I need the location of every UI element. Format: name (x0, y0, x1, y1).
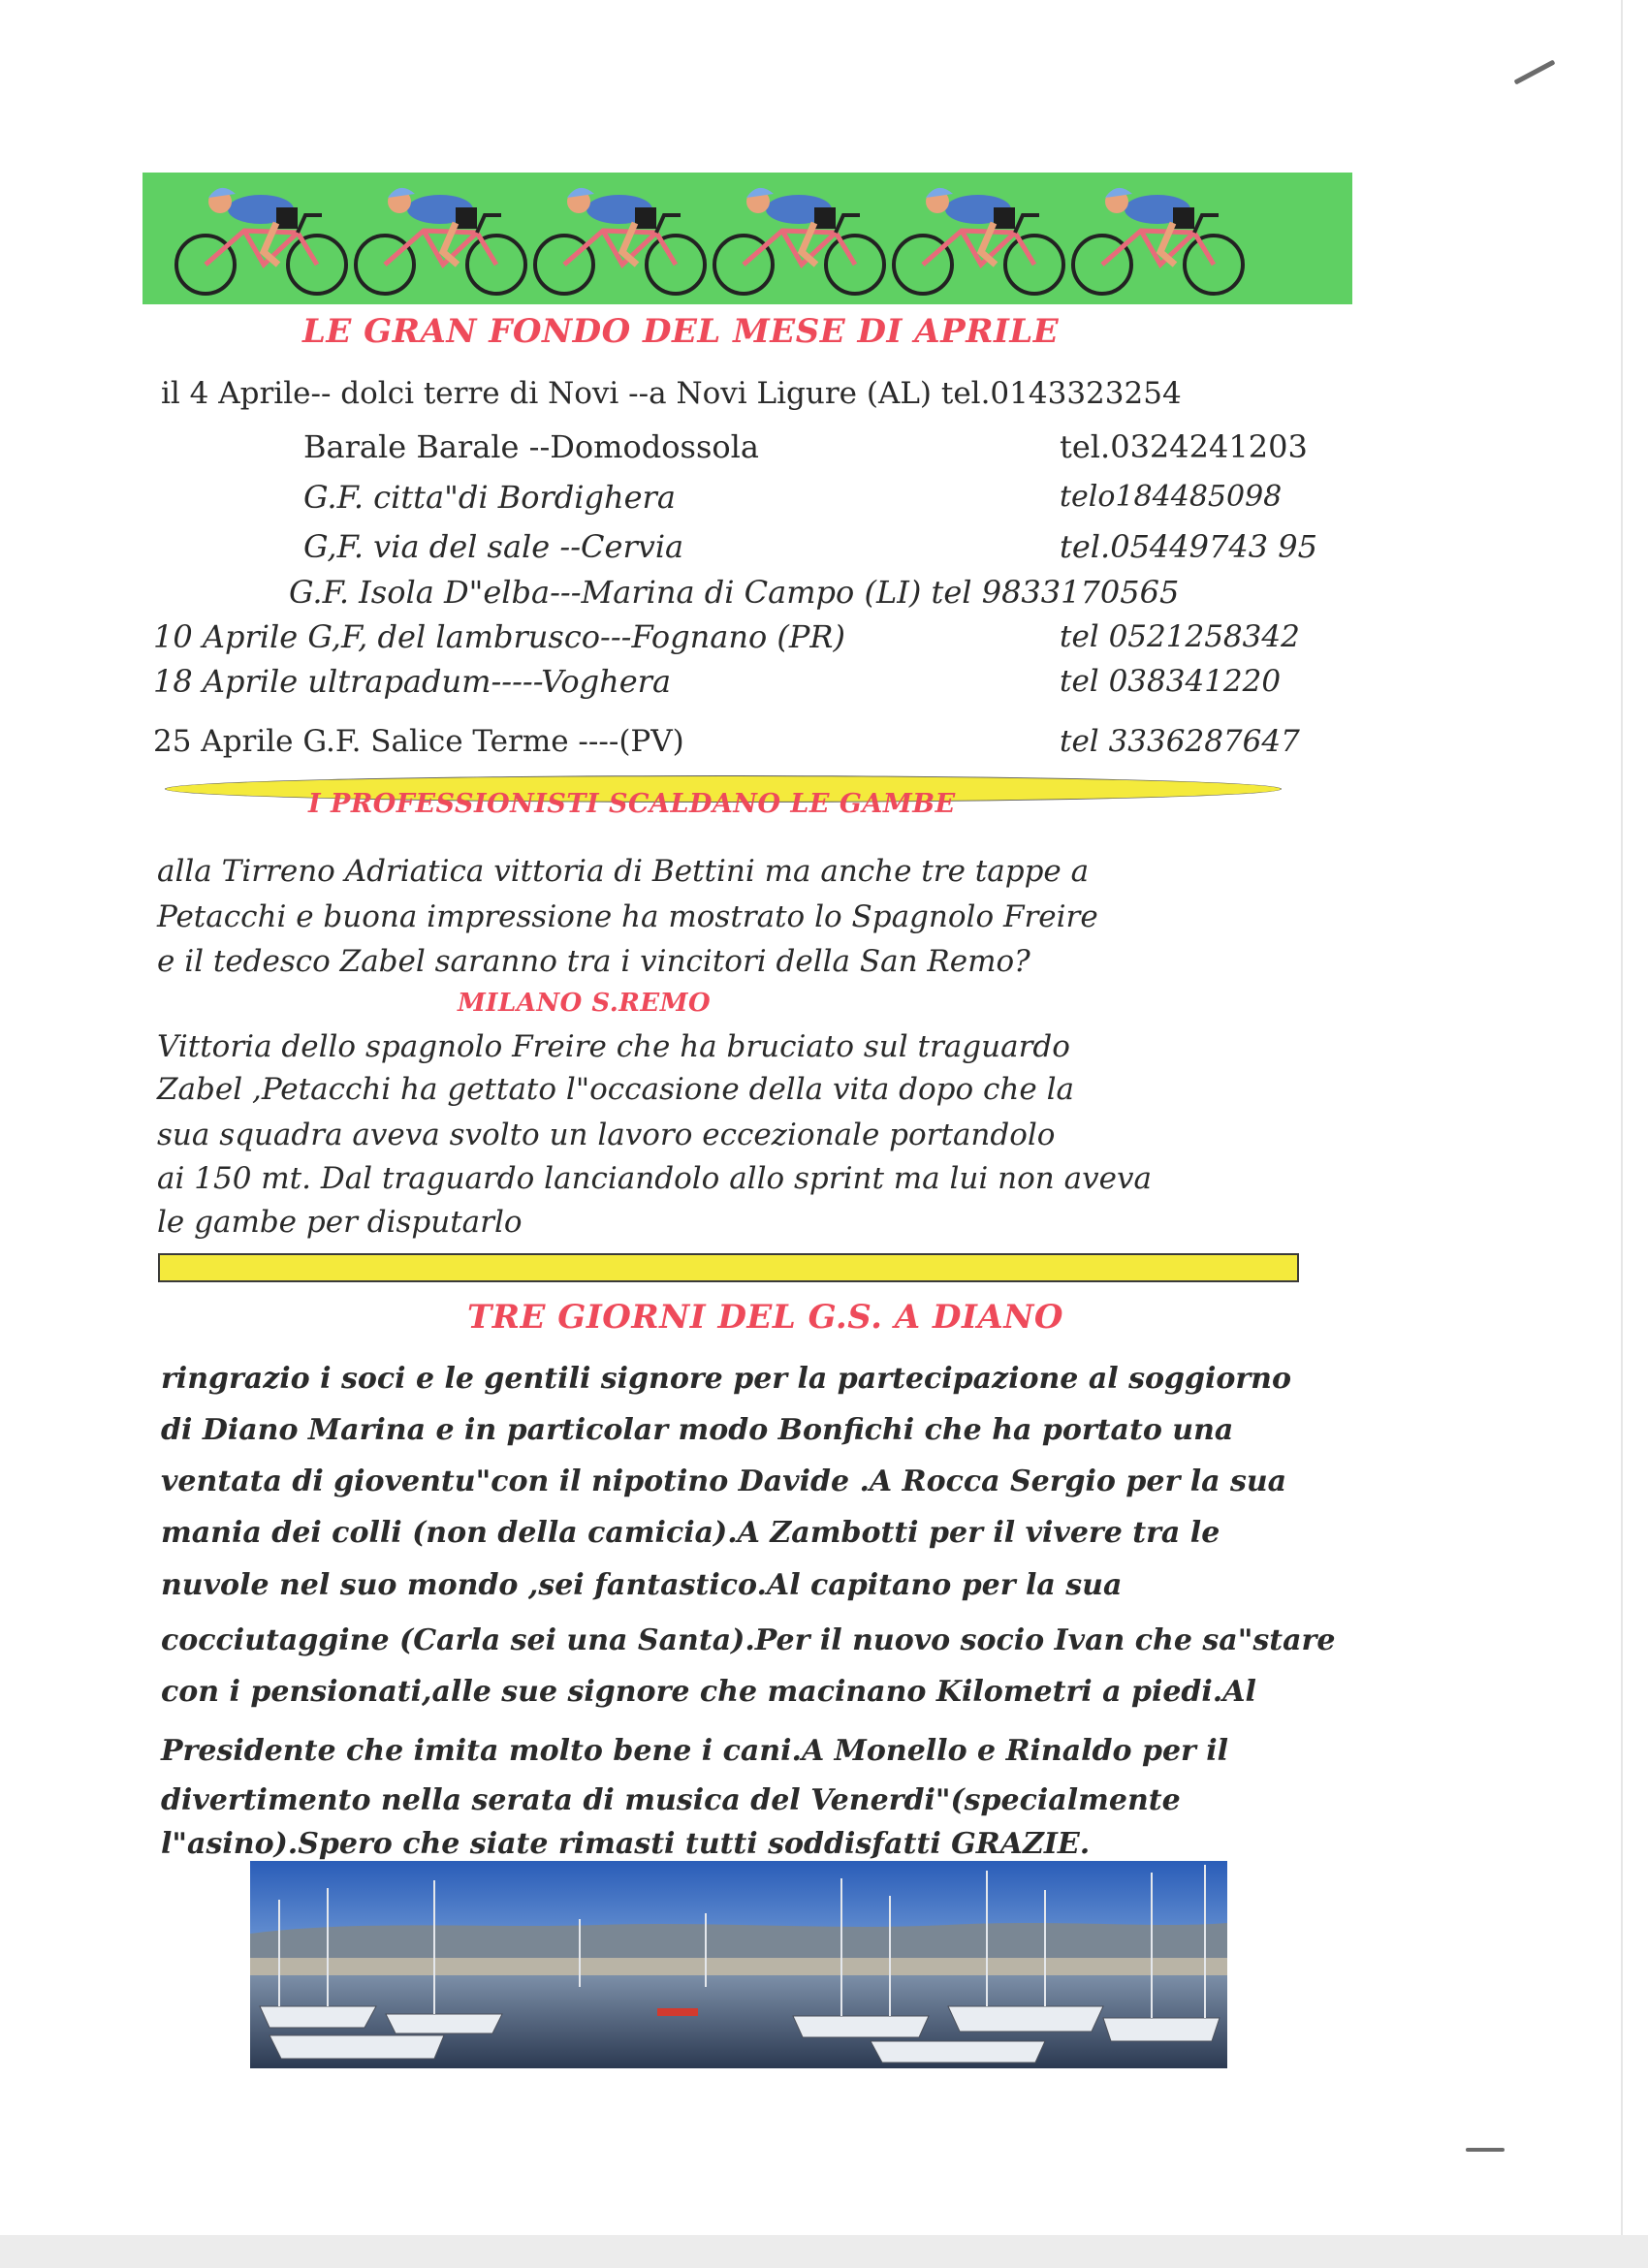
paragraph-line: alla Tirreno Adriatica vittoria di Bettini ma anche tre tappe a (157, 854, 1090, 889)
cyclist-icon (535, 188, 705, 294)
paragraph-line: con i pensionati,alle sue signore che macinano Kilometri a piedi.Al (161, 1675, 1256, 1709)
marina-harbor-photo (250, 1861, 1227, 2068)
cyclist-icon (1073, 188, 1243, 294)
yellow-divider-bar (158, 1253, 1299, 1282)
paragraph-line: Zabel ,Petacchi ha gettato l"occasione della vita dopo che la (157, 1072, 1074, 1107)
page-bottom-edge (0, 2235, 1648, 2268)
professionisti-title: I PROFESSIONISTI SCALDANO LE GAMBE (308, 789, 956, 819)
event-line: Barale Barale --Domodossola (303, 428, 759, 465)
scan-mark-top (1514, 59, 1556, 84)
cyclists-illustration (143, 173, 1352, 304)
cyclist-icon (894, 188, 1063, 294)
event-tel: tel 038341220 (1060, 664, 1282, 699)
paragraph-line: le gambe per disputarlo (157, 1205, 523, 1240)
event-line: 10 Aprile G,F, del lambrusco---Fognano (PR) (153, 618, 845, 655)
event-tel: tel 3336287647 (1060, 724, 1300, 759)
paragraph-line: Vittoria dello spagnolo Freire che ha bruciato sul traguardo (157, 1029, 1070, 1064)
event-line: G.F. citta"di Bordighera (303, 479, 676, 516)
paragraph-line: l"asino).Spero che siate rimasti tutti soddisfatti GRAZIE. (161, 1827, 1091, 1861)
paragraph-line: mania dei colli (non della camicia).A Zambotti per il vivere tra le (161, 1516, 1220, 1550)
paragraph-line: Presidente che imita molto bene i cani.A Monello e Rinaldo per il (161, 1734, 1229, 1768)
event-tel: tel.0324241203 (1060, 428, 1308, 465)
event-line: 25 Aprile G.F. Salice Terme ----(PV) (153, 724, 684, 759)
paragraph-line: e il tedesco Zabel saranno tra i vincitori della San Remo? (157, 944, 1030, 979)
paragraph-line: ventata di gioventu"con il nipotino Davide .A Rocca Sergio per la sua (161, 1465, 1287, 1498)
paragraph-line: ringrazio i soci e le gentili signore per la partecipazione al soggiorno (161, 1362, 1292, 1396)
paragraph-line: cocciutaggine (Carla sei una Santa).Per il nuovo socio Ivan che sa"stare (161, 1623, 1336, 1657)
cyclist-icon (356, 188, 525, 294)
event-line: 18 Aprile ultrapadum-----Voghera (153, 663, 672, 700)
gran-fondo-title: LE GRAN FONDO DEL MESE DI APRILE (302, 312, 1060, 351)
paragraph-line: divertimento nella serata di musica del Venerdi"(specialmente (161, 1783, 1181, 1817)
milano-sanremo-title: MILANO S.REMO (458, 989, 712, 1018)
tre-giorni-title: TRE GIORNI DEL G.S. A DIANO (467, 1298, 1063, 1337)
paragraph-line: ai 150 mt. Dal traguardo lanciandolo allo sprint ma lui non aveva (157, 1161, 1152, 1196)
page-edge (1621, 0, 1623, 2268)
event-tel: tel 0521258342 (1060, 619, 1300, 654)
paragraph-line: nuvole nel suo mondo ,sei fantastico.Al capitano per la sua (161, 1568, 1123, 1602)
paragraph-line: Petacchi e buona impressione ha mostrato lo Spagnolo Freire (157, 899, 1098, 934)
event-tel: telo184485098 (1060, 480, 1283, 514)
cyclist-icon (714, 188, 884, 294)
scan-mark-bottom (1466, 2148, 1505, 2152)
gran-fondo-intro: il 4 Aprile-- dolci terre di Novi --a Novi Ligure (AL) tel.0143323254 (161, 376, 1182, 411)
paragraph-line: di Diano Marina e in particolar modo Bonfichi che ha portato una (161, 1413, 1234, 1447)
paragraph-line: sua squadra aveva svolto un lavoro eccezionale portandolo (157, 1118, 1056, 1152)
event-tel: tel.05449743 95 (1060, 528, 1317, 565)
cyclist-icon (176, 188, 346, 294)
event-line: G.F. Isola D"elba---Marina di Campo (LI) tel 9833170565 (289, 574, 1180, 611)
event-line: G,F. via del sale --Cervia (303, 528, 684, 565)
cyclists-banner (143, 173, 1352, 304)
